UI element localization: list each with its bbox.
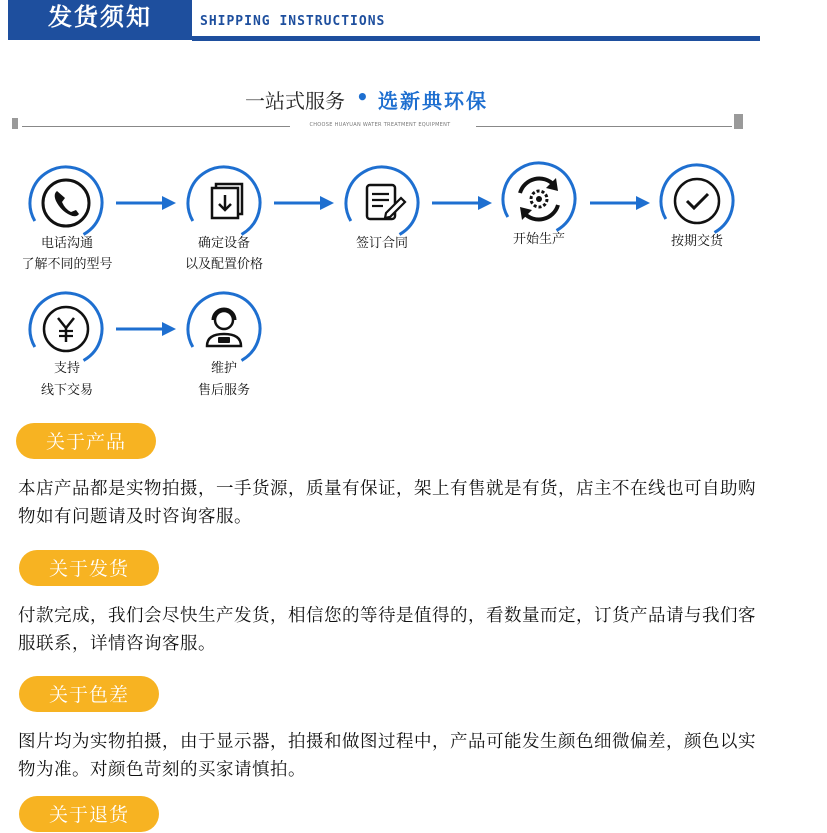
step-delivery-line1: 按期交货	[670, 234, 723, 249]
step-confirm-line1: 确定设备	[197, 236, 250, 251]
step-phone-line2: 了解不同的型号	[21, 257, 113, 272]
section-heading-products-label: 关于产品	[45, 431, 126, 453]
check-icon	[658, 162, 736, 240]
header-underline	[192, 36, 760, 41]
customer-service-icon	[185, 290, 263, 368]
divider-cap-right	[734, 114, 743, 129]
section-text-products: 本店产品都是实物拍摄，一手货源，质量有保证，架上有售就是有货，店主不在线也可自助购物如有问题请及时咨询客服。	[18, 479, 756, 527]
step-confirm-line2: 以及配置价格	[184, 257, 263, 272]
arrow-right-icon	[116, 193, 178, 213]
service-title-left: 一站式服务	[245, 89, 345, 113]
page-title: 发货须知	[48, 3, 152, 31]
section-heading-returns	[19, 796, 159, 832]
divider-line-left	[22, 126, 290, 127]
section-heading-shipping	[19, 550, 159, 586]
divider-cap-left	[12, 118, 18, 129]
document-download-icon	[185, 164, 263, 242]
section-heading-color-label: 关于色差	[48, 684, 129, 706]
service-title-dot: •	[356, 85, 369, 109]
step-after-sales-line1: 维护	[210, 361, 237, 376]
page-subtitle: SHIPPING INSTRUCTIONS	[200, 14, 386, 29]
section-heading-color	[19, 676, 159, 712]
service-title-right: 选新典环保	[378, 89, 488, 113]
divider-line-right	[476, 126, 732, 127]
yuan-coin-icon	[27, 290, 105, 368]
contract-sign-icon	[343, 164, 421, 242]
step-phone-line1: 电话沟通	[40, 236, 93, 251]
phone-icon	[27, 164, 105, 242]
service-tagline: CHOOSE HUAYUAN WATER TREATMENT EQUIPMENT	[309, 122, 451, 128]
section-text-color: 图片均为实物拍摄，由于显示器，拍摄和做图过程中，产品可能发生颜色细微偏差，颜色以实物为准。对颜色苛刻的买家请慎拍。	[18, 732, 756, 780]
section-heading-products	[16, 423, 156, 459]
section-heading-returns-label: 关于退货	[48, 804, 129, 826]
production-gear-icon	[500, 160, 578, 238]
step-contract-line1: 签订合同	[355, 236, 408, 251]
step-payment-line1: 支持	[53, 361, 80, 376]
arrow-right-icon	[590, 193, 652, 213]
step-payment-line2: 线下交易	[40, 383, 93, 398]
arrow-right-icon	[116, 319, 178, 339]
step-production-line1: 开始生产	[512, 232, 565, 247]
step-after-sales-line2: 售后服务	[197, 383, 250, 398]
section-heading-shipping-label: 关于发货	[48, 558, 129, 580]
arrow-right-icon	[274, 193, 336, 213]
arrow-right-icon	[432, 193, 494, 213]
section-text-shipping: 付款完成，我们会尽快生产发货，相信您的等待是值得的，看数量而定，订货产品请与我们客服联系，详情咨询客服。	[18, 606, 756, 654]
